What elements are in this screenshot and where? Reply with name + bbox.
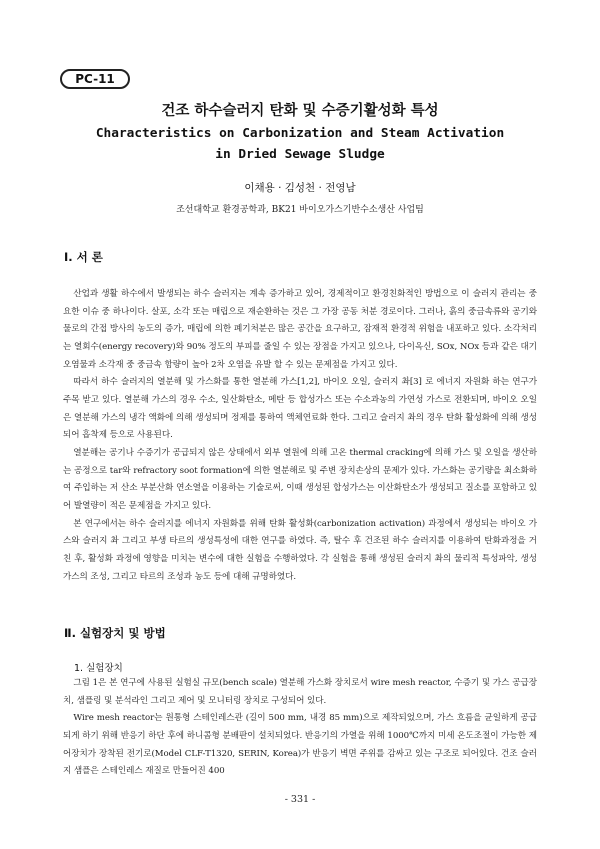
section-heading-methods: Ⅱ. 실험장치 및 방법 [64, 626, 166, 640]
section-heading-introduction: Ⅰ. 서 론 [64, 250, 103, 264]
paper-code-badge: PC-11 [60, 69, 130, 89]
korean-title: 건조 하수슬러지 탄화 및 수증기활성화 특성 [161, 103, 439, 119]
subsection-heading-apparatus: 1. 실험장치 [74, 663, 123, 674]
author-list: 이채용 · 김성천 · 전영남 [244, 182, 356, 194]
affiliation: 조선대학교 환경공학과, BK21 바이오가스기반수소생산 사업팀 [176, 205, 424, 215]
paragraph: 따라서 하수 슬러지의 열분해 및 가스화를 통한 열분해 가스[1,2], 바이오 오일, 슬러지 촤[3] 로 에너지 자원화 하는 연구가 주목 받고 있다. 열분해 가스의 경우 수소, 일산화탄소, 메탄 등 합성가스 또는 수소과농의 가연성 가스로 전환되며, 바이오 오일은 열분해 가스의 냉각 액화에 의해 생성되며 정제를 통하여 액체연료화 한다. 그리고 슬러지 촤의 경우 탄화 활성화에 의해 생성되어 흡착제 등으로 사용된다. [63, 377, 537, 441]
methods-body [63, 675, 537, 781]
paragraph: 열분해는 공기나 수증기가 공급되지 않은 상태에서 외부 열원에 의해 고온 thermal cracking에 의해 가스 및 오일을 생산하는 공정으로 tar와 refractory soot formation에 의한 열분해로 및 주변 장치손상의 문제가 있다. 가스화는 공기량을 최소화하여 주입하는 저 산소 부분산화 연소열을 이용하는 기술로써, 이때 생성된 합성가스는 이산화탄소가 생성되고 질소를 포함하고 있어 발열량이 적은 문제점을 가지고 있다. [63, 447, 537, 511]
introduction-body [63, 286, 537, 586]
paragraph: 그림 1은 본 연구에 사용된 실험실 규모(bench scale) 열분해 가스화 장치로서 wire mesh reactor, 수증기 및 가스 공급장치, 샘플링 및 분석라인 그리고 제어 및 모니터링 장치로 구성되어 있다. [63, 678, 537, 706]
english-title [0, 123, 600, 165]
paragraph: 본 연구에서는 하수 슬러지를 에너지 자원화를 위해 탄화 활성화(carbonization activation) 과정에서 생성되는 바이오 가스와 슬러지 촤 그리고 부생 타르의 생성특성에 대한 연구를 하였다. 즉, 탈수 후 건조된 하수 슬러지를 이용하여 탄화과정을 거친 후, 활성화 과정에 영향을 미치는 변수에 대한 실험을 수행하였다. 각 실험을 통해 생성된 슬러지 촤의 물리적 특성파악, 생성가스의 조성, 그리고 타르의 조성과 농도 등에 대해 규명하였다. [63, 518, 537, 582]
paragraph: Wire mesh reactor는 원통형 스테인레스관 (길이 500 mm, 내경 85 mm)으로 제작되었으며, 가스 흐름을 균일하게 공급되게 하기 위해 반응기 하단 후에 하니콤형 분배판이 설치되었다. 반응기의 가열을 위해 1000℃까지 미세 온도조절이 가능한 제어장치가 장착된 전기로(Model CLF-T1320, SERIN, Korea)가 반응기 벽면 주위를 감싸고 있는 구조로 되어있다. 건조 슬러지 샘플은 스테인레스 재질로 만들어진 400 [63, 713, 537, 777]
english-title-line-1: Characteristics on Carbonization and Steam Activation [95, 126, 505, 141]
page-number: - 331 - [284, 794, 316, 805]
english-title-line-2: in Dried Sewage Sludge [215, 147, 385, 162]
paragraph: 산업과 생활 하수에서 발생되는 하수 슬러지는 계속 증가하고 있어, 경제적이고 환경친화적인 방법으로 이 슬러지 관리는 중요한 이슈 중 하나이다. 살포, 소각 또는 매립으로 재순환하는 것은 그 가장 공동 처분 경로이다. 그러나, 흙의 중금속류와 공기와 물로의 간접 방사의 농도의 증가, 매립에 의한 폐기처분은 많은 공간을 요구하고, 잠재적 환경적 위험을 내포하고 있다. 소각처리는 열회수(energy recovery)와 90% 정도의 부피를 줄일 수 있는 장점을 가지고 있으나, 다이옥신, SOx, NOx 등과 같은 대기오염물과 소각재 중 중금속 함량이 높아 2차 오염을 유발 할 수 있는 문제점을 가지고 있다. [63, 289, 537, 370]
